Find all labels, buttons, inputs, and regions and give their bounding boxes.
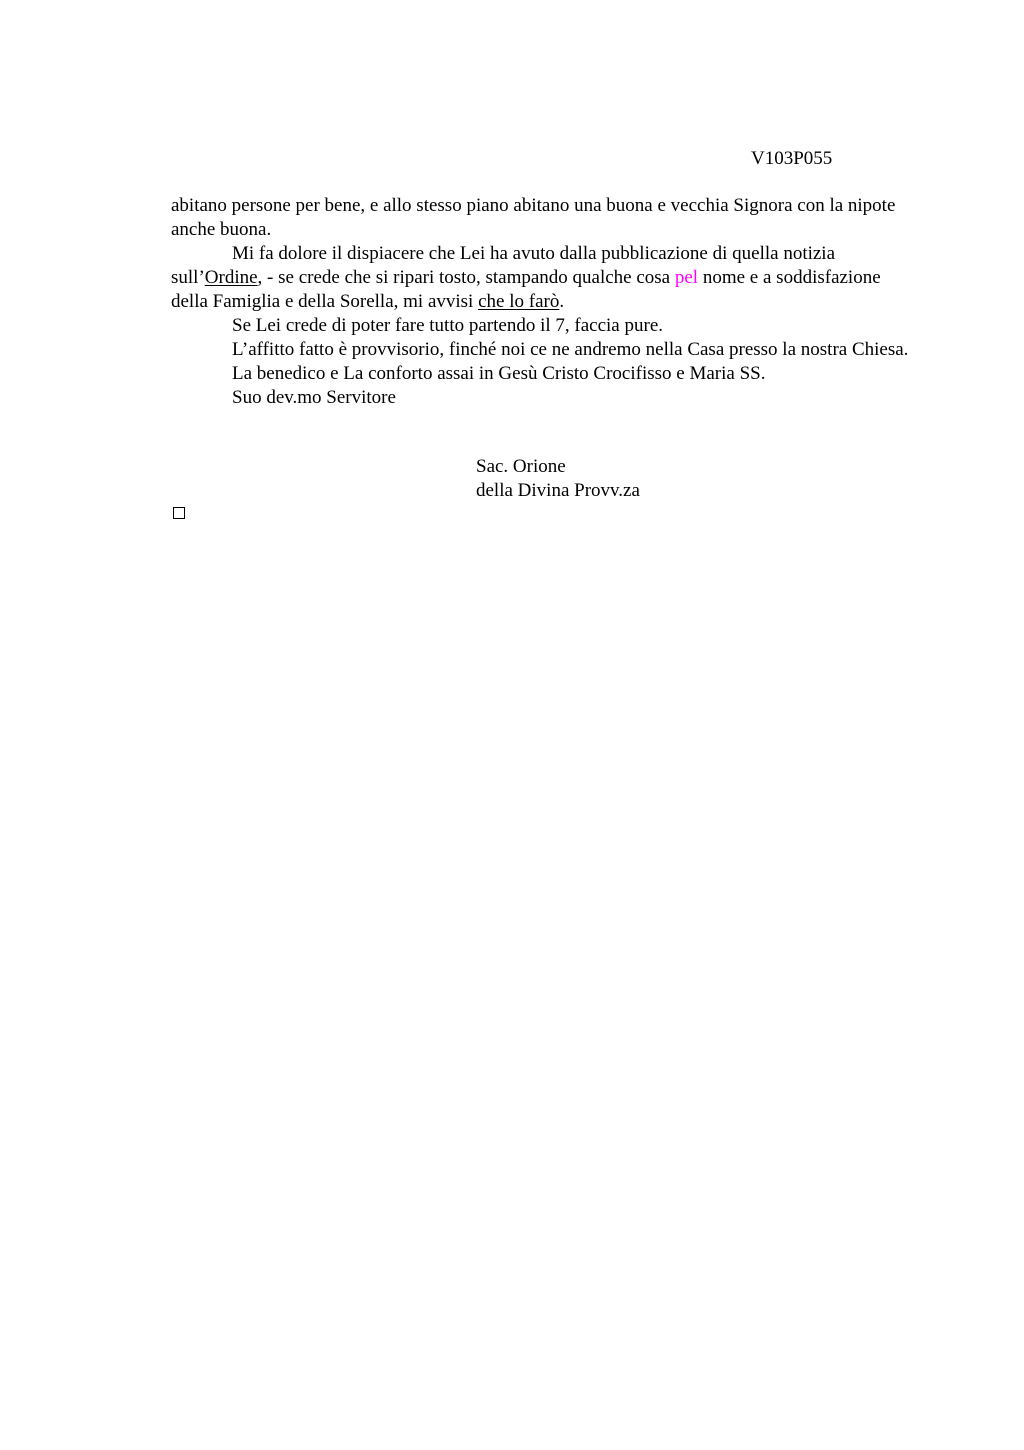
pel-highlight: pel <box>674 267 699 288</box>
closing-line: Suo dev.mo Servitore <box>232 387 396 408</box>
ordine-underlined: Ordine <box>204 267 258 288</box>
signature-block <box>476 455 640 503</box>
che-lo-faro-underlined: che lo farò <box>478 291 560 312</box>
signature-name: Sac. Orione <box>476 456 566 477</box>
end-mark-square-icon <box>173 507 185 519</box>
paragraph-3: Se Lei crede di poter fare tutto partendo il 7, faccia pure. <box>232 315 663 336</box>
signature-title: della Divina Provv.za <box>476 480 640 501</box>
letter-body <box>171 194 911 410</box>
paragraph-2-text-a: Mi fa dolore il dispiacere che Lei ha avuto dalla pubblicazione di quella notizia sull’ <box>171 243 836 288</box>
paragraph-2-text-c: nome e a soddisfazione della Famiglia e della Sorella, mi avvisi <box>171 267 881 312</box>
paragraph-5: La benedico e La conforto assai in Gesù Cristo Crocifisso e Maria SS. <box>232 363 766 384</box>
paragraph-1: abitano persone per bene, e allo stesso piano abitano una buona e vecchia Signora con la nipote anche buona. <box>171 195 896 240</box>
paragraph-2-text-b: , - se crede che si ripari tosto, stampando qualche cosa <box>257 267 675 288</box>
paragraph-4: L’affitto fatto è provvisorio, finché noi ce ne andremo nella Casa presso la nostra Chiesa. <box>232 339 909 360</box>
paragraph-2 <box>171 242 911 314</box>
page-reference: V103P055 <box>751 148 833 169</box>
paragraph-2-text-d: . <box>559 291 565 312</box>
